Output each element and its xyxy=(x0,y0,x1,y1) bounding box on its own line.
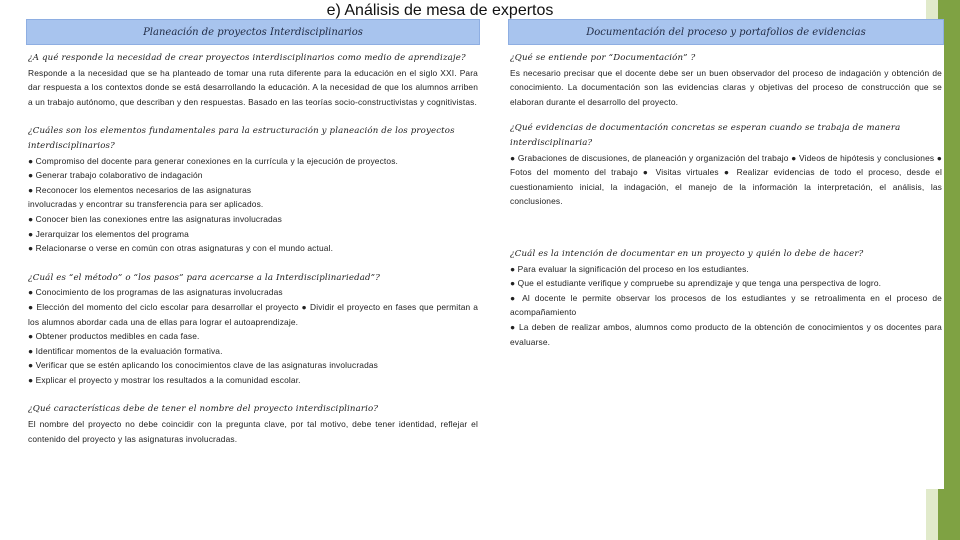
right-question-2: ¿Qué evidencias de documentación concretas se esperan cuando se trabaja de manera interdisciplinaria? xyxy=(510,123,901,148)
slide-title: e) Análisis de mesa de expertos xyxy=(326,2,554,19)
left-answer-1: Responde a la necesidad que se ha planteado de tomar una ruta diferente para la educación en el siglo XXI. Para dar respuesta a los contextos donde se está desarrollando la educación. A la necesidad de que los alumnos arriben a un trabajo autónomo, que describan y den respuestas. Basado en las teorías socio-constructivistas y cognitivistas. xyxy=(28,67,478,107)
right-column xyxy=(508,19,944,489)
right-list-3 xyxy=(510,262,942,350)
list-item: ● Identificar momentos de la evaluación formativa. xyxy=(28,345,223,356)
right-question-3: ¿Cuál es la intención de documentar en un proyecto y quién lo debe de hacer? xyxy=(510,248,864,259)
list-item: ● La deben de realizar ambos, alumnos como producto de la obtención de conocimientos y os docentes para evaluarse. xyxy=(510,321,942,347)
list-item: involucradas y encontrar su transferencia para ser aplicados. xyxy=(28,199,264,210)
right-column-body xyxy=(508,45,944,349)
left-question-1: ¿A qué responde la necesidad de crear proyectos interdisciplinarios como medio de aprendizaje? xyxy=(28,53,466,63)
left-question-3: ¿Cuál es “el método” o “los pasos” para acercarse a la Interdisciplinariedad”? xyxy=(28,272,380,283)
right-answer-1: Es necesario precisar que el docente debe ser un buen observador del proceso de indagación y obtención de conocimiento. La documentación son las evidencias claras y objetivas del proceso de construcción que se elaboran durante el desarrollo del proyecto. xyxy=(510,67,942,107)
left-question-2: ¿Cuáles son los elementos fundamentales para la estructuración y planeación de los proyectos interdisciplinarios? xyxy=(28,126,455,151)
list-item: ● Relacionarse o verse en común con otras asignaturas y con el mundo actual. xyxy=(28,243,334,254)
right-question-1: ¿Qué se entiende por “Documentación” ? xyxy=(510,53,696,63)
list-item: ● Reconocer los elementos necesarios de las asignaturas xyxy=(28,184,252,195)
list-item: ● Obtener productos medibles en cada fase. xyxy=(28,331,200,342)
list-item: ● Al docente le permite observar los procesos de los estudiantes y se retroalimenta en el proceso de acompañamiento xyxy=(510,292,942,318)
left-column-header: Planeación de proyectos Interdisciplinarios xyxy=(26,19,480,45)
list-item: ● Conocimiento de los programas de las asignaturas involucradas xyxy=(28,287,283,298)
left-question-4: ¿Qué características debe de tener el nombre del proyecto interdisciplinario? xyxy=(28,404,379,415)
list-item: ● Explicar el proyecto y mostrar los resultados a la comunidad escolar. xyxy=(28,374,301,385)
list-item: ● Conocer bien las conexiones entre las asignaturas involucradas xyxy=(28,213,282,224)
left-column-body xyxy=(26,45,480,446)
right-answer-2: ● Grabaciones de discusiones, de planeación y organización del trabajo ● Videos de hipótesis y conclusiones ● Fotos del momento del trabajo ● Visitas virtuales ● Realizar evidencias de todo el proceso, desde el cuestionamiento inicial, la indagación, el manejo de la información la interpretación, el análisis, las conclusiones. xyxy=(510,152,942,207)
left-answer-4: El nombre del proyecto no debe coincidir con la pregunta clave, por tal motivo, debe tener identidad, reflejar el contenido del proyecto y las asignaturas involucradas. xyxy=(28,419,478,444)
list-item: ● Elección del momento del ciclo escolar para desarrollar el proyecto ● Dividir el proyecto en fases que permitan a los alumnos abordar cada una de ellas para lograr el autoaprendizaje. xyxy=(28,301,478,327)
list-item: ● Compromiso del docente para generar conexiones en la currícula y la ejecución de proyectos. xyxy=(28,155,399,166)
left-column xyxy=(26,19,480,489)
right-column-header: Documentación del proceso y portafolios de evidencias xyxy=(508,19,944,45)
list-item: ● Para evaluar la significación del proceso en los estudiantes. xyxy=(510,263,749,274)
list-item: ● Verificar que se estén aplicando los conocimientos clave de las asignaturas involucradas xyxy=(28,360,379,371)
list-item: ● Jerarquizar los elementos del programa xyxy=(28,228,189,239)
left-list-2 xyxy=(28,154,478,256)
list-item: ● Generar trabajo colaborativo de indagación xyxy=(28,170,203,181)
left-list-3 xyxy=(28,285,478,387)
list-item: ● Que el estudiante verifique y compruebe su aprendizaje y que tenga una perspectiva de logro. xyxy=(510,278,882,289)
